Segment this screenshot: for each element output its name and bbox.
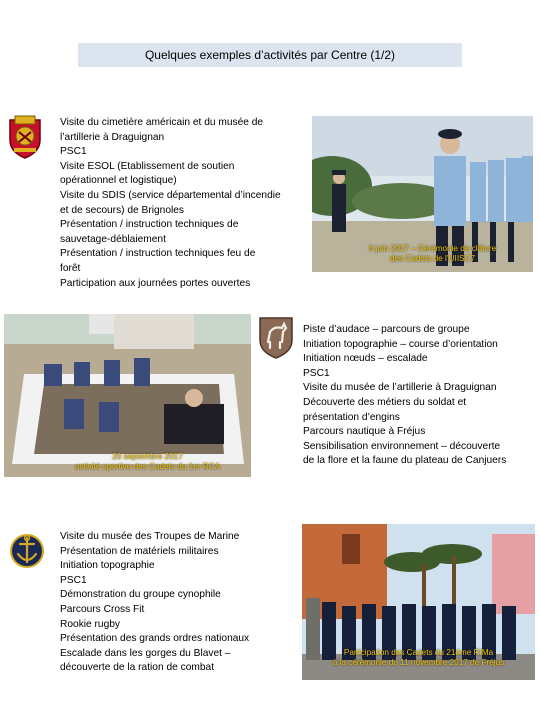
section-1-photo-caption: 6 juin 2017 – Cérémonie de clôture des Cadets de l’UIISC7 bbox=[368, 244, 497, 263]
artillery-regiment-emblem bbox=[6, 114, 44, 160]
artillery-emblem-icon bbox=[6, 114, 44, 160]
section-3-text: Visite du musée des Troupes de Marine Présentation de matériels militaires Initiation topographie PSC1 Démonstration du groupe cynophile Parcours Cross Fit Rookie rugby Présentation des grands ordres nationaux Escalade dans les gorges du Blavet – découverte de la ration de combat bbox=[60, 531, 250, 674]
chamois-emblem-icon bbox=[256, 314, 296, 360]
section-2-photo-caption: 20 septembre 2017 activité sportive des Cadets du 1er RCA bbox=[74, 452, 221, 471]
page-title-text: Quelques exemples d’activités par Centre (1/2) bbox=[144, 48, 396, 62]
chamois-emblem bbox=[256, 314, 296, 360]
section-3-photo bbox=[302, 524, 535, 680]
marine-troops-emblem bbox=[8, 530, 46, 572]
section-1-photo bbox=[312, 116, 533, 272]
anchor-emblem-icon bbox=[8, 530, 46, 572]
section-3-photo-caption: Participation des Cadets du 21ème RIMa à la cérémonie du 11 novembre 2017 de Fréjus bbox=[332, 648, 505, 667]
section-2-text: Piste d’audace – parcours de groupe Initiation topographie – course d’orientation Initiation nœuds – escalade PSC1 Visite du musée de l’artillerie à Draguignan Découverte des métiers du soldat et présentation d’engins Parcours nautique à Fréjus Sensibilisation environnement – découverte de la flore et la faune du plateau de Canjuers bbox=[303, 324, 507, 467]
section-1-text: Visite du cimetière américain et du musée de l’artillerie à Draguignan PSC1 Visite ESOL (Etablissement de soutien opérationnel et logistique) Visite du SDIS (service départemental d’incendie et de secours) de Brignoles Présentation / instruction techniques de sauvetage-déblaiement Présentation / instruction techniques feu de forêt Participation aux journées portes ouvertes bbox=[60, 117, 281, 289]
section-2-photo bbox=[4, 314, 251, 477]
page-title bbox=[78, 43, 462, 67]
